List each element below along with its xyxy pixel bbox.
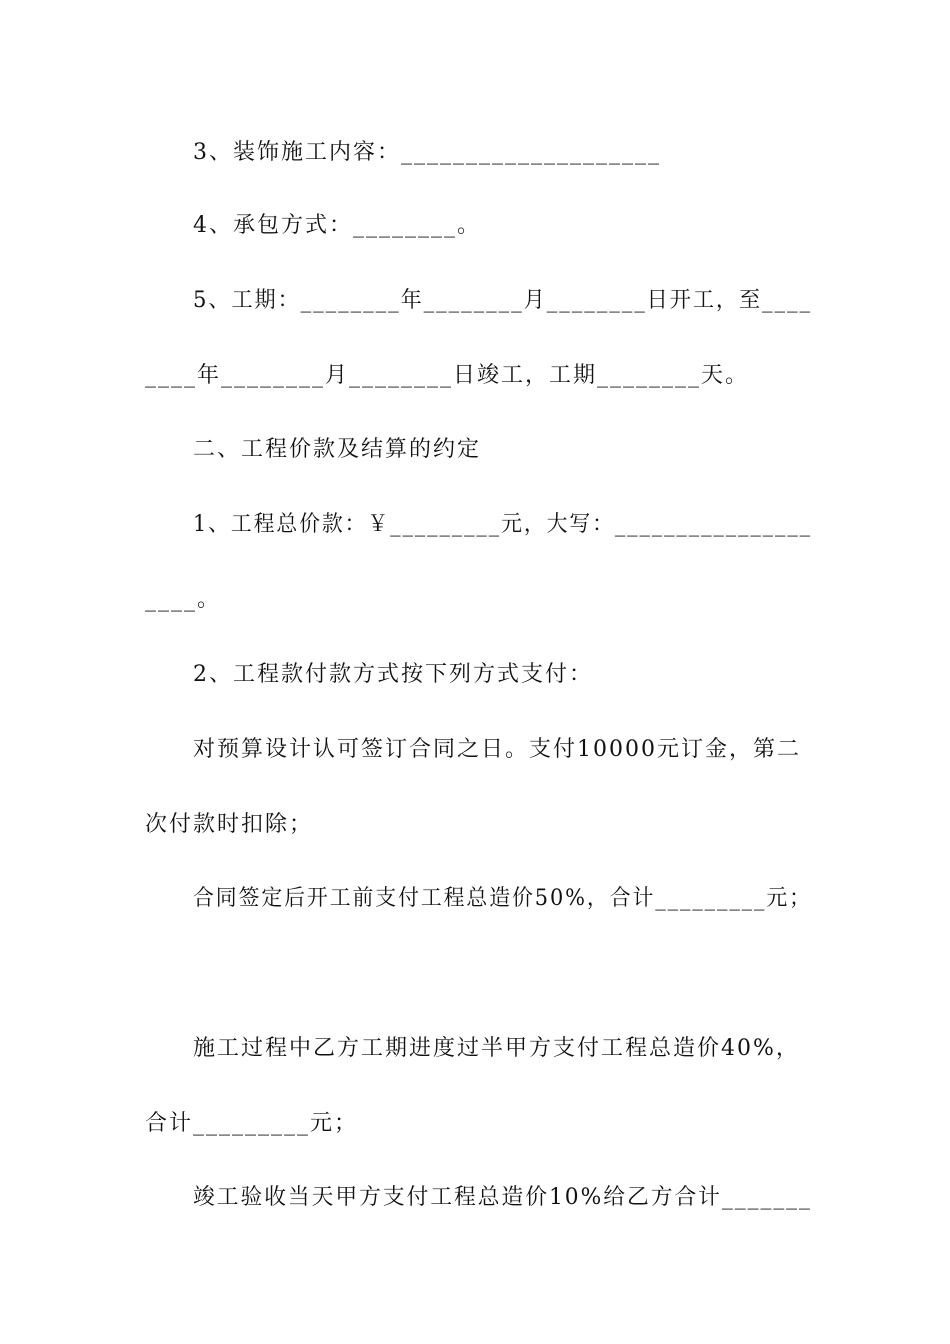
- payment-40-percent-line-1: 施工过程中乙方工期进度过半甲方支付工程总造价40%，: [193, 1036, 800, 1061]
- payment-40-percent-line-2: 合计_________元；: [145, 1111, 359, 1136]
- payment-deposit-line-2: 次付款时扣除；: [145, 812, 314, 837]
- total-price-line-2: ____。: [145, 587, 222, 612]
- payment-method-heading: 2、工程款付款方式按下列方式支付：: [193, 662, 593, 687]
- item-5-schedule-line-1: 5、工期：________年________月________日开工，至____: [193, 288, 813, 313]
- section-2-heading: 二、工程价款及结算的约定: [193, 437, 482, 462]
- item-3-decoration-content: 3、装饰施工内容：____________________: [193, 140, 661, 165]
- payment-10-percent: 竣工验收当天甲方支付工程总造价10%给乙方合计_______: [193, 1185, 812, 1210]
- total-price-line-1: 1、工程总价款：￥_________元，大写：________________: [193, 512, 812, 537]
- payment-50-percent: 合同签定后开工前支付工程总造价50%，合计_________元；: [193, 886, 812, 911]
- item-5-schedule-line-2: ____年________月________日竣工，工期________天。: [145, 363, 750, 388]
- item-4-contract-method: 4、承包方式：________。: [193, 213, 481, 238]
- payment-deposit-line-1: 对预算设计认可签订合同之日。支付10000元订金，第二: [193, 737, 801, 762]
